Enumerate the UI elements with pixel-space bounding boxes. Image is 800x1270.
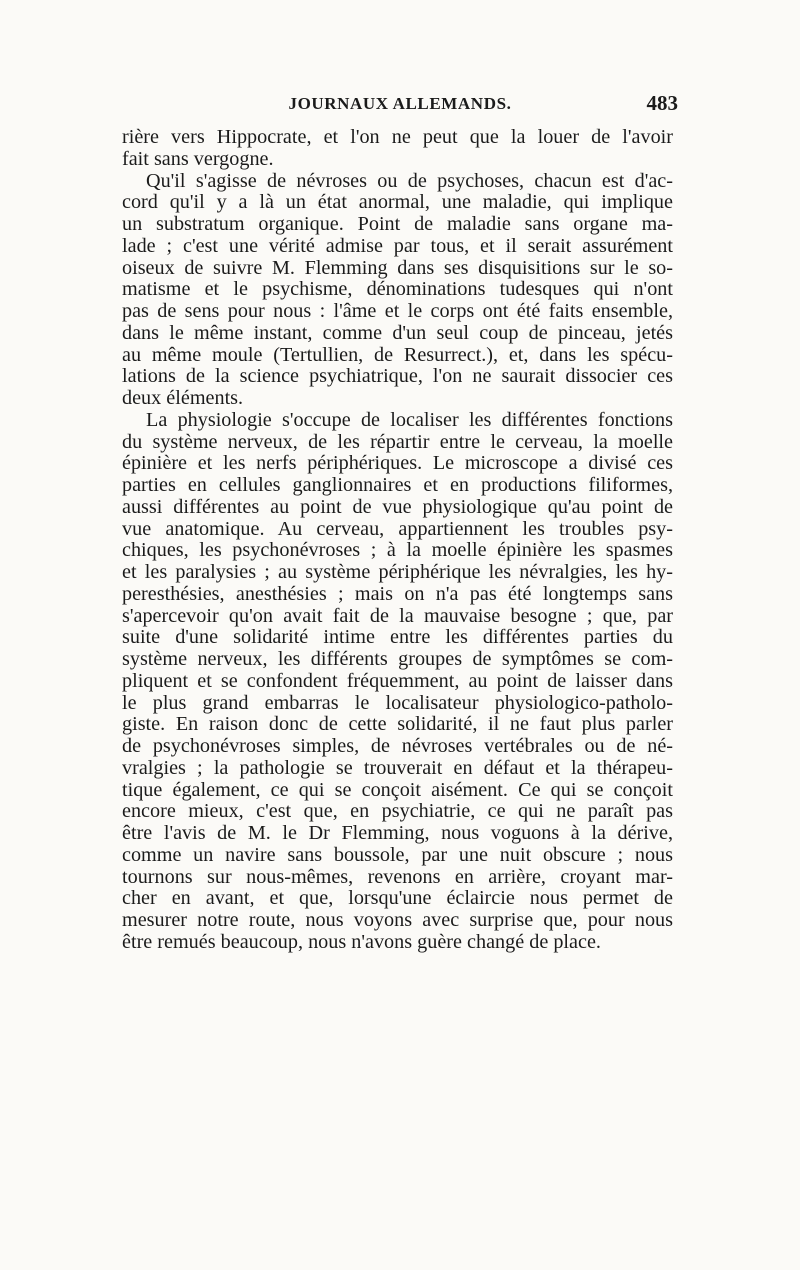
text-line: un substratum organique. Point de maladie sans organe ma- xyxy=(122,213,673,235)
text-line: vue anatomique. Au cerveau, appartiennent les troubles psy- xyxy=(122,517,673,540)
text-line: comme un navire sans boussole, par une nuit obscure ; nous xyxy=(122,843,673,866)
text-line: pliquent et se confondent fréquemment, au point de laisser dans xyxy=(122,669,673,692)
text-line: être l'avis de M. le Dr Flemming, nous voguons à la dérive, xyxy=(122,822,673,844)
text-line: le plus grand embarras le localisateur physiologico-patholo- xyxy=(122,691,673,714)
text-line: au même moule (Tertullien, de Resurrect.), et, dans les spécu- xyxy=(122,343,673,366)
text-line: dans le même instant, comme d'un seul coup de pinceau, jetés xyxy=(122,321,673,344)
text-line: s'apercevoir qu'on avait fait de la mauvaise besogne ; que, par xyxy=(122,604,673,627)
text-line: lations de la science psychiatrique, l'on ne saurait dissocier ces xyxy=(122,365,673,388)
text-line: et les paralysies ; au système périphérique les névralgies, les hy- xyxy=(122,561,673,583)
text-line: aussi différentes au point de vue physiologique qu'au point de xyxy=(122,495,673,518)
text-line: du système nerveux, de les répartir entre le cerveau, la moelle xyxy=(122,430,673,453)
text-line: deux éléments. xyxy=(122,387,244,409)
text-line: giste. En raison donc de cette solidarité, il ne faut plus parler xyxy=(122,713,673,736)
text-line: matisme et le psychisme, dénominations tudesques qui n'ont xyxy=(122,278,673,301)
text-line: tournons sur nous-mêmes, revenons en arrière, croyant mar- xyxy=(122,865,673,888)
text-line: lade ; c'est une vérité admise par tous, et il serait assurément xyxy=(122,234,673,257)
text-line: cord qu'il y a là un état anormal, une maladie, qui implique xyxy=(122,191,673,214)
text-line: pas de sens pour nous : l'âme et le corps ont été faits ensemble, xyxy=(122,300,673,322)
text-line: Qu'il s'agisse de névroses ou de psychoses, chacun est d'ac- xyxy=(146,169,673,192)
page-header xyxy=(122,91,678,122)
running-title: JOURNAUX ALLEMANDS. xyxy=(288,94,512,113)
body-text xyxy=(122,127,673,954)
page-number: 483 xyxy=(646,91,678,115)
text-line: parties en cellules ganglionnaires et en productions filiformes, xyxy=(122,474,673,496)
text-line: oiseux de suivre M. Flemming dans ses disquisitions sur le so- xyxy=(122,256,673,279)
text-line: être remués beaucoup, nous n'avons guère changé de place. xyxy=(122,930,601,953)
text-line: encore mieux, c'est que, en psychiatrie, ce qui ne paraît pas xyxy=(122,800,673,823)
text-line: chiques, les psychonévroses ; à la moelle épinière les spasmes xyxy=(122,539,673,562)
text-line: La physiologie s'occupe de localiser les différentes fonctions xyxy=(146,408,673,431)
text-line: de psychonévroses simples, de névroses vertébrales ou de né- xyxy=(122,735,673,757)
text-line: mesurer notre route, nous voyons avec surprise que, pour nous xyxy=(122,909,673,931)
text-line: tique également, ce qui se conçoit aisément. Ce qui se conçoit xyxy=(122,778,673,801)
text-line: vralgies ; la pathologie se trouverait en défaut et la thérapeu- xyxy=(122,756,673,779)
text-line: épinière et les nerfs périphériques. Le microscope a divisé ces xyxy=(122,452,673,475)
text-line: système nerveux, les différents groupes de symptômes se com- xyxy=(122,648,673,670)
text-line: fait sans vergogne. xyxy=(122,147,274,170)
text-line: rière vers Hippocrate, et l'on ne peut que la louer de l'avoir xyxy=(122,126,673,148)
text-line: peresthésies, anesthésies ; mais on n'a pas été longtemps sans xyxy=(122,582,673,605)
text-line: suite d'une solidarité intime entre les différentes parties du xyxy=(122,626,673,649)
text-line: cher en avant, et que, lorsqu'une éclaircie nous permet de xyxy=(122,887,673,910)
